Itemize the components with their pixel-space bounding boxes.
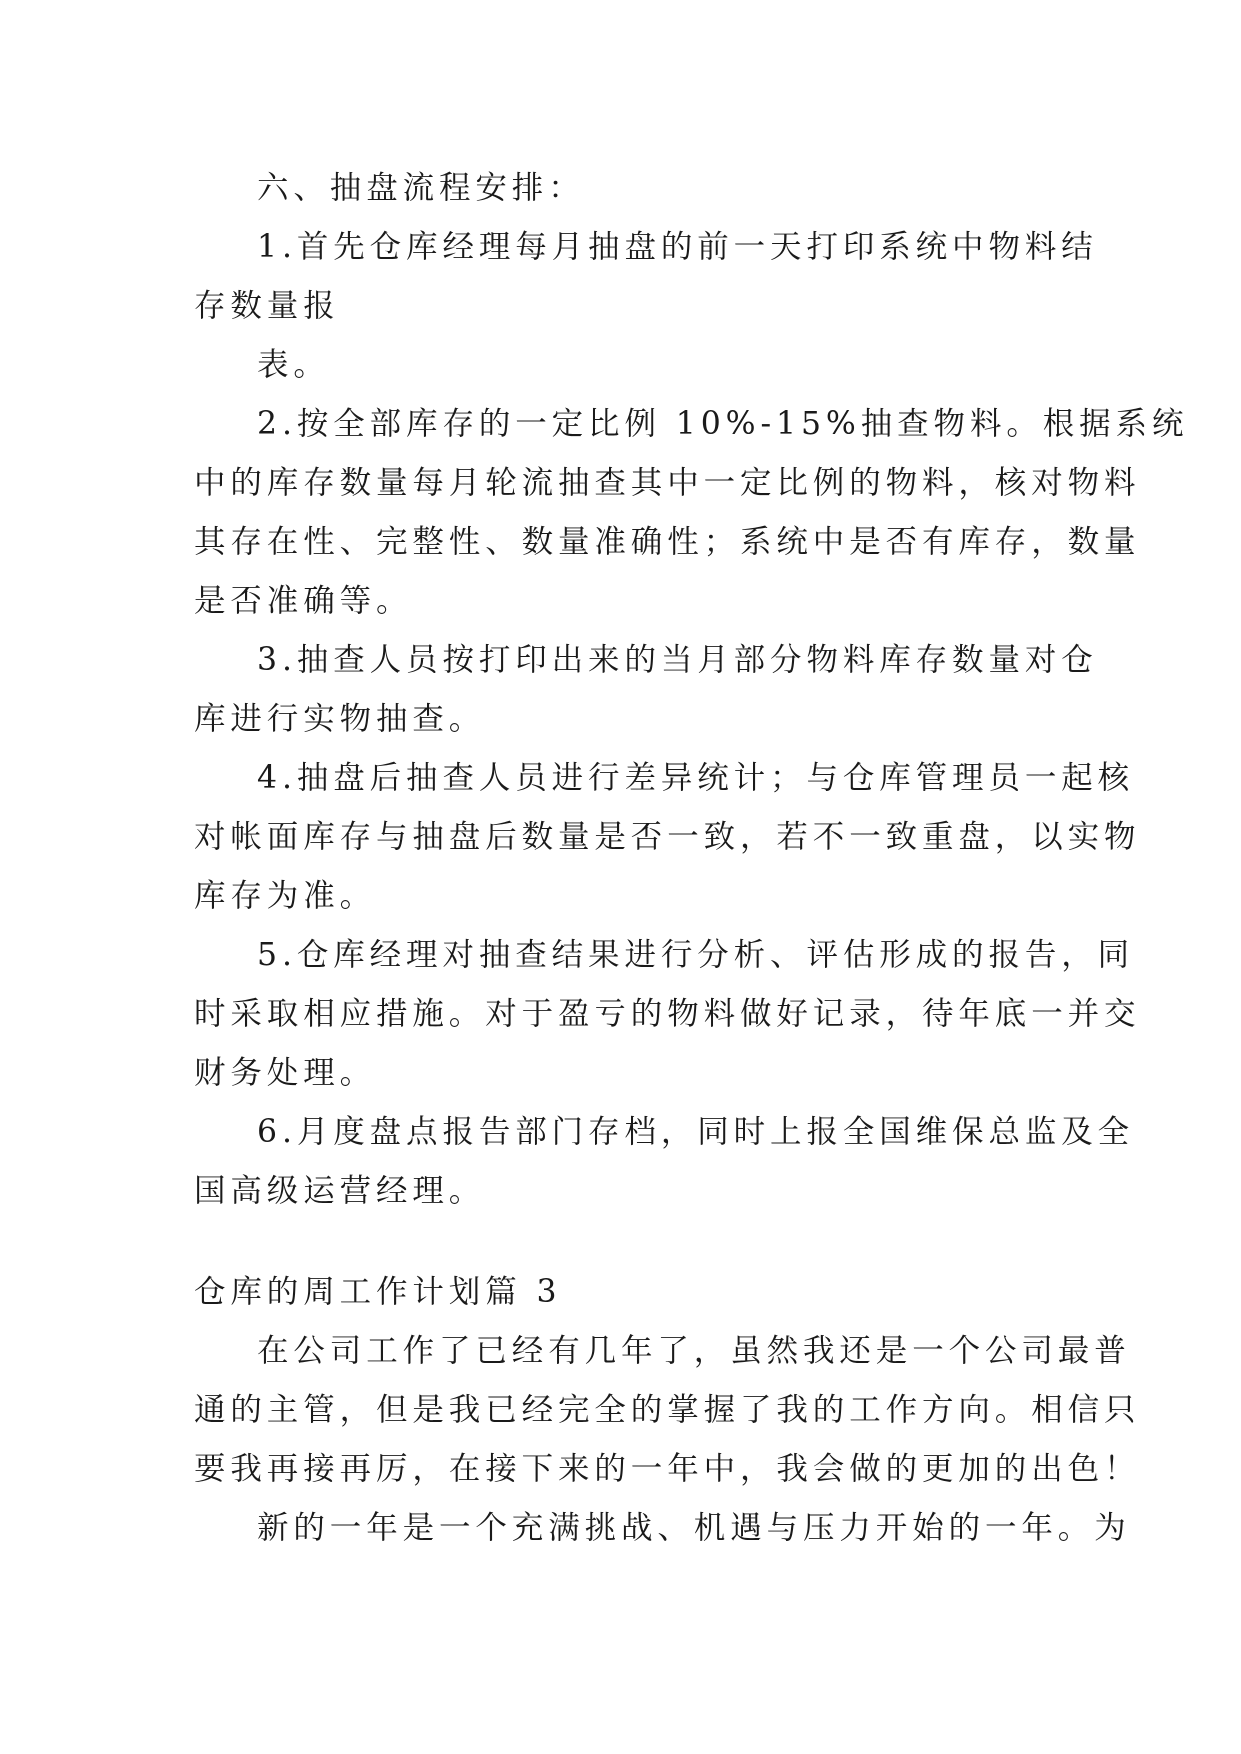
item-line: 存数量报 bbox=[194, 288, 340, 324]
item-line: 1.首先仓库经理每月抽盘的前一天打印系统中物料结 bbox=[257, 229, 1098, 265]
item-line: 5.仓库经理对抽查结果进行分析、评估形成的报告，同 bbox=[257, 937, 1135, 973]
item-line: 4.抽盘后抽查人员进行差异统计；与仓库管理员一起核 bbox=[257, 760, 1135, 796]
paragraph-line: 新的一年是一个充满挑战、机遇与压力开始的一年。为 bbox=[257, 1510, 1131, 1546]
paragraph bbox=[194, 1499, 1131, 1558]
item-line: 财务处理。 bbox=[194, 1055, 377, 1091]
item-line: 库进行实物抽查。 bbox=[194, 701, 486, 737]
paragraph-line: 在公司工作了已经有几年了，虽然我还是一个公司最普 bbox=[257, 1333, 1131, 1369]
article-heading: 仓库的周工作计划篇 3 bbox=[194, 1274, 562, 1310]
item-line: 2.按全部库存的一定比例 10%-15%抽查物料。根据系统 bbox=[257, 406, 1189, 442]
item-line: 3.抽查人员按打印出来的当月部分物料库存数量对仓 bbox=[257, 642, 1098, 678]
paragraph-line: 通的主管，但是我已经完全的掌握了我的工作方向。相信只 bbox=[194, 1392, 1141, 1428]
paragraph-line: 要我再接再厉，在接下来的一年中，我会做的更加的出色！ bbox=[194, 1451, 1141, 1487]
list-item bbox=[194, 1103, 1135, 1221]
item-line: 对帐面库存与抽盘后数量是否一致，若不一致重盘，以实物 bbox=[194, 819, 1141, 855]
list-item bbox=[194, 749, 1141, 926]
item-line: 是否准确等。 bbox=[194, 583, 413, 619]
item-line: 表。 bbox=[257, 347, 330, 383]
item-line: 时采取相应措施。对于盈亏的物料做好记录，待年底一并交 bbox=[194, 996, 1141, 1032]
document-body bbox=[194, 159, 1189, 1558]
list-item bbox=[194, 218, 1098, 395]
item-line: 6.月度盘点报告部门存档，同时上报全国维保总监及全 bbox=[257, 1114, 1135, 1150]
list-item bbox=[194, 926, 1141, 1103]
item-line: 中的库存数量每月轮流抽查其中一定比例的物料，核对物料 bbox=[194, 465, 1141, 501]
list-item bbox=[194, 631, 1098, 749]
section-title: 六、抽盘流程安排： bbox=[257, 170, 585, 206]
item-line: 国高级运营经理。 bbox=[194, 1173, 486, 1209]
item-line: 库存为准。 bbox=[194, 878, 377, 914]
list-item bbox=[194, 395, 1189, 631]
item-line: 其存在性、完整性、数量准确性；系统中是否有库存，数量 bbox=[194, 524, 1141, 560]
paragraph bbox=[194, 1322, 1141, 1499]
